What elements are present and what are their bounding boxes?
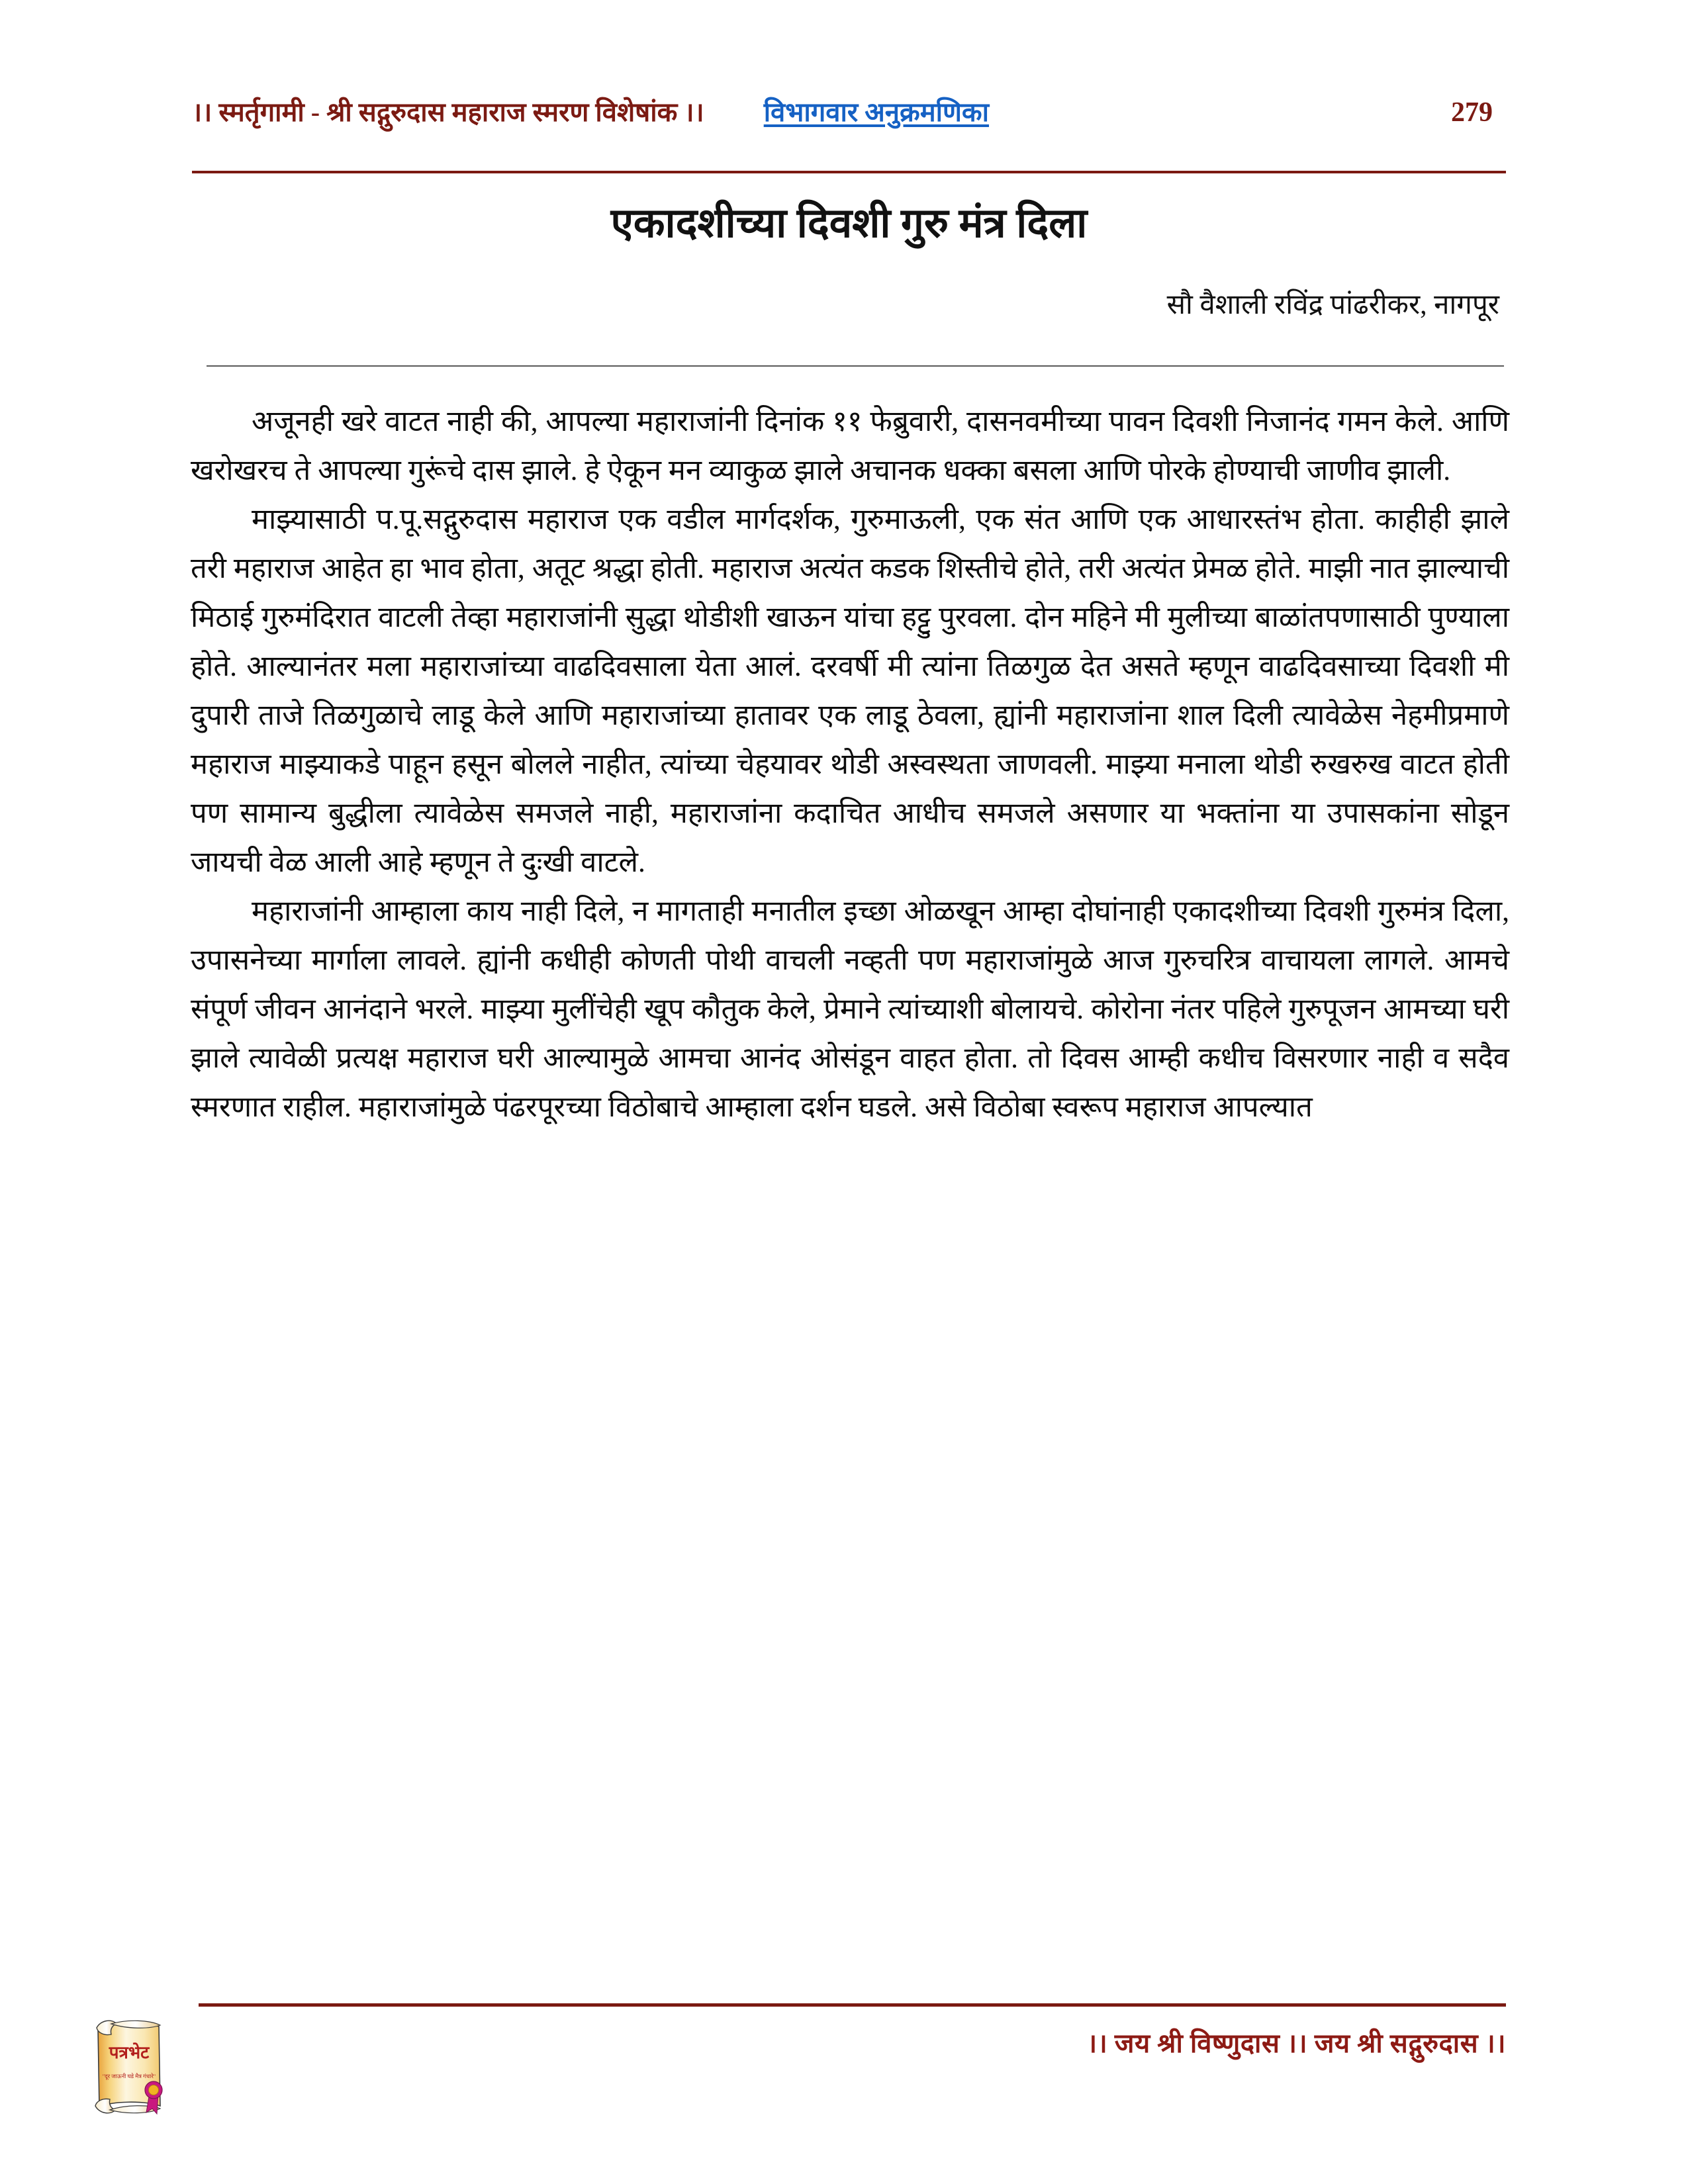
footer-blessing: ।। जय श्री विष्णुदास ।। जय श्री सद्गुरुदास ।। [1086,2028,1506,2058]
logo-tagline: "दूर जाऊनी घडे मैत्र गंधारे" [102,2073,156,2079]
article-author: सौ वैशाली रविंद्र पांढरीकर, नागपूर [1166,290,1499,320]
article-body [191,397,1509,1132]
article-title: एकादशीच्या दिवशी गुरु मंत्र दिला [610,201,1088,246]
paragraph: अजूनही खरे वाटत नाही की, आपल्या महाराजांनी दिनांक ११ फेब्रुवारी, दासनवमीच्या पावन दिवशी निजानंद गमन केले. आणि खरोखरच ते आपल्या गुरूंचे दास झाले. हे ऐकून मन व्याकुळ झाले अचानक धक्का बसला आणि पोरके होण्याची जाणीव झाली. [191,406,1509,486]
page-number: 279 [1451,97,1493,128]
page-header [192,93,1509,129]
logo-name: पत्रभेट [109,2043,150,2062]
title-divider [207,365,1504,367]
paragraph: माझ्यासाठी प.पू.सद्गुरुदास महाराज एक वडील मार्गदर्शक, गुरुमाऊली, एक संत आणि एक आधारस्तंभ होता. काहीही झाले तरी महाराज आहेत हा भाव होता, अतूट श्रद्धा होती. महाराज अत्यंत कडक शिस्तीचे होते, तरी अत्यंत प्रेमळ होते. माझी नात झाल्याची मिठाई गुरुमंदिरात वाटली तेव्हा महाराजांनी सुद्धा थोडीशी खाऊन यांचा हट्टु पुरवला. दोन महिने मी मुलीच्या बाळांतपणासाठी पुण्याला होते. आल्यानंतर मला महाराजांच्या वाढदिवसाला येता आलं. दरवर्षी मी त्यांना तिळगुळ देत असते म्हणून वाढदिवसाच्या दिवशी मी दुपारी ताजे तिळगुळाचे लाडू केले आणि महाराजांच्या हातावर एक लाडू ठेवला, ह्यांनी महाराजांना शाल दिली त्यावेळेस नेहमीप्रमाणे महाराज माझ्याकडे पाहून हसून बोलले नाहीत, त्यांच्या चेहयावर थोडी अस्वस्थता जाणवली. माझ्या मनाला थोडी रुखरुख वाटत होती पण सामान्य बुद्धीला त्यावेळेस समजले नाही, महाराजांना कदाचित आधीच समजले असणार या भक्तांना या उपासकांना सोडून जायची वेळ आली आहे म्हणून ते दुःखी वाटले. [191,504,1509,878]
running-title: ।। स्मर्तृगामी - श्री सद्गुरुदास महाराज स्मरण विशेषांक ।। [192,97,704,127]
scroll-icon [81,2013,177,2126]
paragraph: महाराजांनी आम्हाला काय नाही दिले, न मागताही मनातील इच्छा ओळखून आम्हा दोघांनाही एकादशीच्या दिवशी गुरुमंत्र दिला, उपासनेच्या मार्गाला लावले. ह्यांनी कधीही कोणती पोथी वाचली नव्हती पण महाराजांमुळे आज गुरुचरित्र वाचायला लागले. आमचे संपूर्ण जीवन आनंदाने भरले. माझ्या मुलींचेही खूप कौतुक केले, प्रेमाने त्यांच्याशी बोलायचे. कोरोना नंतर पहिले गुरुपूजन आमच्या घरी झाले त्यावेळी प्रत्यक्ष महाराज घरी आल्यामुळे आमचा आनंद ओसंडून वाहत होता. तो दिवस आम्ही कधीच विसरणार नाही व सदैव स्मरणात राहील. महाराजांमुळे पंढरपूरच्या विठोबाचे आम्हाला दर्शन घडले. असे विठोबा स्वरूप महाराज आपल्यात [191,895,1509,1123]
footer-divider [199,2003,1506,2007]
patrabhet-scroll-logo [81,2013,177,2126]
header-divider [192,171,1506,173]
index-link[interactable]: विभागवार अनुक्रमणिका [763,97,990,127]
